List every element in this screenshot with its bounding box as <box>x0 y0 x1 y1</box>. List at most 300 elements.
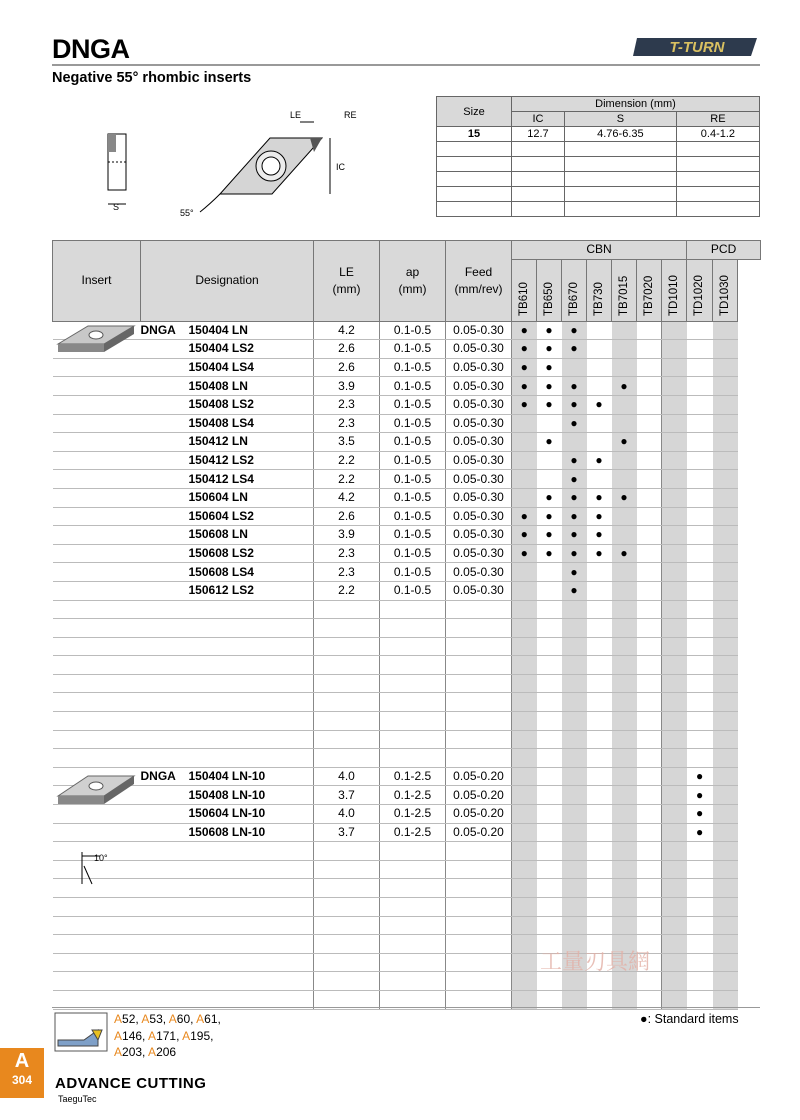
grade-cell <box>687 600 713 619</box>
designation-cell <box>141 879 314 898</box>
grade-cell <box>612 451 637 470</box>
grade-cell <box>637 656 662 675</box>
ic-value: 12.7 <box>512 127 565 142</box>
grade-cell: ● <box>537 395 562 414</box>
le-header: LE (mm) <box>314 241 380 322</box>
grade-cell <box>612 842 637 861</box>
insert-cell <box>53 935 141 954</box>
grade-cell <box>713 600 738 619</box>
grade-cell <box>537 563 562 582</box>
grade-cell <box>512 786 537 805</box>
feed-cell <box>446 916 512 935</box>
designation-cell <box>141 600 314 619</box>
advance-cutting-logo: ADVANCE CUTTING <box>55 1075 207 1092</box>
feed-cell <box>446 953 512 972</box>
reference-line-3: A203, A206 <box>114 1045 177 1059</box>
grade-cell <box>662 433 687 452</box>
grade-cell <box>637 470 662 489</box>
le-cell: 4.0 <box>314 767 380 786</box>
feed-cell <box>446 749 512 768</box>
table-row <box>53 451 761 470</box>
designation-prefix: DNGA <box>140 769 176 784</box>
designation-code: 150404 LS2 <box>188 341 254 356</box>
designation-cell <box>141 730 314 749</box>
designation-cell <box>141 488 314 507</box>
s-value: 4.76-6.35 <box>564 127 676 142</box>
grade-cell <box>637 860 662 879</box>
page-references <box>114 1011 221 1061</box>
le-cell: 3.7 <box>314 786 380 805</box>
grade-cell <box>637 823 662 842</box>
grade-cell <box>587 693 612 712</box>
grade-cell <box>537 637 562 656</box>
table-row <box>53 786 761 805</box>
grade-cell <box>612 619 637 638</box>
grade-cell: ● <box>587 526 612 545</box>
grade-cell <box>562 433 587 452</box>
grade-cell <box>713 972 738 991</box>
grade-cell <box>612 321 637 340</box>
grade-cell <box>512 730 537 749</box>
grade-cell <box>562 805 587 824</box>
grade-cell <box>662 879 687 898</box>
designation-cell <box>141 340 314 359</box>
grade-cell: ● <box>562 507 587 526</box>
grade-cell <box>587 730 612 749</box>
le-cell: 4.0 <box>314 805 380 824</box>
insert-cell <box>53 953 141 972</box>
grade-cell <box>612 916 637 935</box>
grade-cell <box>687 488 713 507</box>
insert-cell <box>53 916 141 935</box>
table-row <box>53 619 761 638</box>
grade-cell: ● <box>562 563 587 582</box>
insert-cell <box>53 563 141 582</box>
grade-cell: ● <box>562 377 587 396</box>
grade-cell: ● <box>512 321 537 340</box>
grade-cell: ● <box>562 340 587 359</box>
watermark: 工量刃具網 <box>540 949 651 974</box>
grade-cell <box>637 377 662 396</box>
grade-cell <box>612 823 637 842</box>
insert-cell <box>53 433 141 452</box>
table-row <box>53 414 761 433</box>
grade-cell <box>687 581 713 600</box>
designation-cell <box>141 693 314 712</box>
t-turn-logo-text: T-TURN <box>669 39 725 56</box>
insert-dimension-diagram <box>100 104 370 224</box>
designation-code: 150608 LN-10 <box>188 824 266 839</box>
designation-code: 150408 LN-10 <box>188 787 266 802</box>
designation-header: Designation <box>141 241 314 322</box>
ap-cell: 0.1-0.5 <box>380 414 446 433</box>
grade-cell <box>637 879 662 898</box>
table-row <box>53 377 761 396</box>
grade-cell <box>512 488 537 507</box>
le-cell <box>314 935 380 954</box>
grade-cell <box>662 395 687 414</box>
designation-code: 150412 LS2 <box>188 453 254 468</box>
grade-cell <box>662 451 687 470</box>
designation-code: 150608 LN <box>188 527 248 542</box>
insert-cell <box>53 637 141 656</box>
grade-cell: ● <box>687 823 713 842</box>
grade-cell <box>612 879 637 898</box>
grade-cell <box>637 563 662 582</box>
grade-cell <box>637 433 662 452</box>
bottom-rule <box>52 1007 760 1008</box>
grade-cell <box>687 395 713 414</box>
le-cell <box>314 693 380 712</box>
table-row <box>53 712 761 731</box>
grade-cell <box>512 953 537 972</box>
grade-cell <box>612 656 637 675</box>
grade-cell <box>662 563 687 582</box>
designation-cell <box>141 656 314 675</box>
grade-cell <box>687 507 713 526</box>
grade-cell: ● <box>512 544 537 563</box>
grade-cell <box>662 656 687 675</box>
grade-cell <box>512 470 537 489</box>
designation-cell <box>141 712 314 731</box>
header-rule <box>52 64 760 66</box>
grade-cell <box>713 340 738 359</box>
feed-cell: 0.05-0.30 <box>446 581 512 600</box>
designation-code: 150404 LN-10 <box>188 769 266 784</box>
le-cell: 2.3 <box>314 544 380 563</box>
grade-header: TB730 <box>587 259 612 321</box>
grade-cell: ● <box>562 488 587 507</box>
le-cell <box>314 842 380 861</box>
grade-cell: ● <box>562 470 587 489</box>
ic-label: IC <box>336 162 345 172</box>
grade-cell: ● <box>537 321 562 340</box>
ap-cell: 0.1-0.5 <box>380 340 446 359</box>
grade-cell <box>562 823 587 842</box>
table-row <box>53 563 761 582</box>
table-row <box>53 879 761 898</box>
designation-cell <box>141 433 314 452</box>
designation-cell <box>141 842 314 861</box>
ap-cell <box>380 712 446 731</box>
designation-code: 150408 LS4 <box>188 415 254 430</box>
grade-cell <box>612 563 637 582</box>
grade-cell: ● <box>687 767 713 786</box>
feed-cell: 0.05-0.20 <box>446 786 512 805</box>
grade-cell <box>687 563 713 582</box>
designation-cell <box>141 451 314 470</box>
grade-cell <box>612 693 637 712</box>
grade-cell <box>537 693 562 712</box>
grade-cell <box>713 842 738 861</box>
le-cell <box>314 898 380 917</box>
designation-cell <box>141 526 314 545</box>
grade-cell <box>662 953 687 972</box>
ap-cell <box>380 842 446 861</box>
grade-cell: ● <box>562 581 587 600</box>
grade-cell <box>687 619 713 638</box>
grade-cell <box>662 377 687 396</box>
le-cell <box>314 674 380 693</box>
grade-cell <box>587 786 612 805</box>
grade-cell <box>587 470 612 489</box>
grade-cell <box>713 860 738 879</box>
grade-cell <box>587 581 612 600</box>
le-label: LE <box>290 110 302 120</box>
le-cell: 2.6 <box>314 507 380 526</box>
grade-cell <box>537 823 562 842</box>
designation-code: 150604 LN-10 <box>188 806 266 821</box>
grade-cell <box>562 358 587 377</box>
relief-angle-diagram <box>72 848 122 888</box>
insert-cell <box>53 619 141 638</box>
grade-cell <box>612 340 637 359</box>
ap-cell <box>380 935 446 954</box>
grade-cell <box>713 358 738 377</box>
grade-cell <box>687 916 713 935</box>
insert-cell <box>53 600 141 619</box>
grade-cell <box>662 581 687 600</box>
insert-cell <box>53 898 141 917</box>
grade-cell <box>687 433 713 452</box>
insert-cell <box>53 712 141 731</box>
le-cell <box>314 860 380 879</box>
grade-header: TB7020 <box>637 259 662 321</box>
grade-cell <box>637 358 662 377</box>
grade-cell <box>637 488 662 507</box>
table-row <box>53 470 761 489</box>
grade-cell <box>687 544 713 563</box>
ap-cell: 0.1-2.5 <box>380 786 446 805</box>
table-row <box>53 488 761 507</box>
ap-cell <box>380 637 446 656</box>
grade-cell <box>537 879 562 898</box>
feed-cell: 0.05-0.30 <box>446 488 512 507</box>
grade-cell <box>687 358 713 377</box>
table-row <box>53 656 761 675</box>
ap-cell <box>380 953 446 972</box>
le-cell <box>314 972 380 991</box>
table-row <box>53 340 761 359</box>
designation-cell <box>141 544 314 563</box>
designation-cell <box>141 823 314 842</box>
grade-cell <box>687 860 713 879</box>
grade-cell <box>587 600 612 619</box>
grade-cell <box>612 637 637 656</box>
feed-cell: 0.05-0.20 <box>446 767 512 786</box>
le-cell <box>314 749 380 768</box>
table-row <box>53 693 761 712</box>
insert-image-2 <box>54 768 139 818</box>
grade-cell <box>512 693 537 712</box>
grade-cell <box>687 637 713 656</box>
feed-cell <box>446 730 512 749</box>
designation-code: 150412 LS4 <box>188 471 254 486</box>
page-tab <box>0 1048 44 1098</box>
insert-cell <box>53 693 141 712</box>
designation-cell <box>141 972 314 991</box>
grade-cell: ● <box>512 340 537 359</box>
grade-cell <box>687 526 713 545</box>
cbn-header: CBN <box>512 241 687 260</box>
holder-icon <box>54 1012 108 1052</box>
designation-code: 150404 LS4 <box>188 360 254 375</box>
designation-code: 150604 LS2 <box>188 508 254 523</box>
le-cell: 2.3 <box>314 414 380 433</box>
grade-cell <box>687 879 713 898</box>
insert-cell <box>53 823 141 842</box>
grade-cell <box>612 749 637 768</box>
feed-cell: 0.05-0.30 <box>446 377 512 396</box>
grade-cell <box>562 879 587 898</box>
grade-cell <box>562 619 587 638</box>
grade-cell: ● <box>512 526 537 545</box>
grade-cell: ● <box>562 526 587 545</box>
designation-code: 150608 LS4 <box>188 564 254 579</box>
grade-cell <box>713 526 738 545</box>
ap-cell: 0.1-0.5 <box>380 526 446 545</box>
grade-cell <box>587 656 612 675</box>
grade-cell <box>562 730 587 749</box>
le-cell <box>314 656 380 675</box>
table-row <box>53 935 761 954</box>
grade-cell <box>662 414 687 433</box>
page-subtitle: Negative 55° rhombic inserts <box>52 70 252 86</box>
grade-cell <box>512 563 537 582</box>
grade-cell <box>537 619 562 638</box>
grade-cell <box>637 842 662 861</box>
table-row <box>53 600 761 619</box>
grade-cell <box>713 805 738 824</box>
le-cell <box>314 619 380 638</box>
grade-cell <box>662 340 687 359</box>
le-cell: 3.7 <box>314 823 380 842</box>
feed-cell: 0.05-0.30 <box>446 414 512 433</box>
ap-cell <box>380 972 446 991</box>
grade-cell <box>587 916 612 935</box>
re-label: RE <box>344 110 357 120</box>
ap-cell <box>380 619 446 638</box>
insert-cell <box>53 395 141 414</box>
designation-prefix: DNGA <box>140 322 176 337</box>
designation-cell <box>141 637 314 656</box>
grade-cell <box>637 544 662 563</box>
re-col-header: RE <box>676 112 759 127</box>
grade-cell <box>713 619 738 638</box>
grade-cell <box>587 377 612 396</box>
grade-cell: ● <box>562 451 587 470</box>
designation-cell <box>141 805 314 824</box>
feed-cell <box>446 656 512 675</box>
ap-cell <box>380 656 446 675</box>
designation-code: 150608 LS2 <box>188 546 254 561</box>
grade-cell <box>687 451 713 470</box>
table-row <box>53 860 761 879</box>
feed-cell: 0.05-0.30 <box>446 340 512 359</box>
grade-cell <box>537 414 562 433</box>
grade-cell <box>713 414 738 433</box>
feed-cell: 0.05-0.30 <box>446 507 512 526</box>
grade-cell <box>713 451 738 470</box>
table-row <box>53 749 761 768</box>
feed-cell <box>446 600 512 619</box>
grade-cell <box>713 488 738 507</box>
feed-cell: 0.05-0.30 <box>446 395 512 414</box>
insert-cell <box>53 749 141 768</box>
le-cell: 2.3 <box>314 563 380 582</box>
grade-cell <box>662 916 687 935</box>
ap-cell: 0.1-0.5 <box>380 581 446 600</box>
grade-cell <box>587 805 612 824</box>
feed-cell <box>446 898 512 917</box>
grade-cell <box>562 898 587 917</box>
grade-cell <box>637 786 662 805</box>
table-row <box>53 674 761 693</box>
grade-cell <box>512 712 537 731</box>
grade-cell <box>662 805 687 824</box>
insert-cell <box>53 488 141 507</box>
ap-cell: 0.1-0.5 <box>380 395 446 414</box>
le-cell: 4.2 <box>314 488 380 507</box>
grade-cell <box>637 767 662 786</box>
designation-cell <box>141 414 314 433</box>
ap-cell <box>380 879 446 898</box>
grade-cell <box>612 730 637 749</box>
grade-cell <box>637 340 662 359</box>
grade-cell <box>662 637 687 656</box>
grade-cell <box>637 526 662 545</box>
insert-cell <box>53 656 141 675</box>
table-row <box>53 526 761 545</box>
grade-cell <box>512 433 537 452</box>
designation-cell <box>141 953 314 972</box>
designation-code: 150412 LN <box>188 434 248 449</box>
ap-cell <box>380 916 446 935</box>
grade-cell <box>587 414 612 433</box>
grade-cell <box>713 767 738 786</box>
le-cell <box>314 953 380 972</box>
grade-header: TD1020 <box>687 259 713 321</box>
grade-cell: ● <box>537 507 562 526</box>
grade-cell <box>662 600 687 619</box>
grade-cell <box>537 674 562 693</box>
grade-cell <box>713 581 738 600</box>
grade-cell <box>562 916 587 935</box>
grade-header: TD1010 <box>662 259 687 321</box>
grade-cell: ● <box>587 507 612 526</box>
grade-cell <box>537 581 562 600</box>
grade-cell <box>562 637 587 656</box>
grade-cell <box>537 805 562 824</box>
s-label: S <box>113 202 120 212</box>
designation-cell <box>141 321 314 340</box>
grade-cell <box>662 842 687 861</box>
feed-cell: 0.05-0.20 <box>446 805 512 824</box>
ap-cell: 0.1-0.5 <box>380 321 446 340</box>
table-row <box>53 898 761 917</box>
grade-cell <box>512 414 537 433</box>
insert-cell <box>53 451 141 470</box>
grade-cell <box>687 712 713 731</box>
grade-cell <box>587 321 612 340</box>
insert-cell <box>53 972 141 991</box>
table-row <box>53 395 761 414</box>
grade-cell <box>537 767 562 786</box>
grade-cell <box>713 544 738 563</box>
grade-cell <box>512 767 537 786</box>
grade-cell <box>562 842 587 861</box>
designation-cell <box>141 581 314 600</box>
